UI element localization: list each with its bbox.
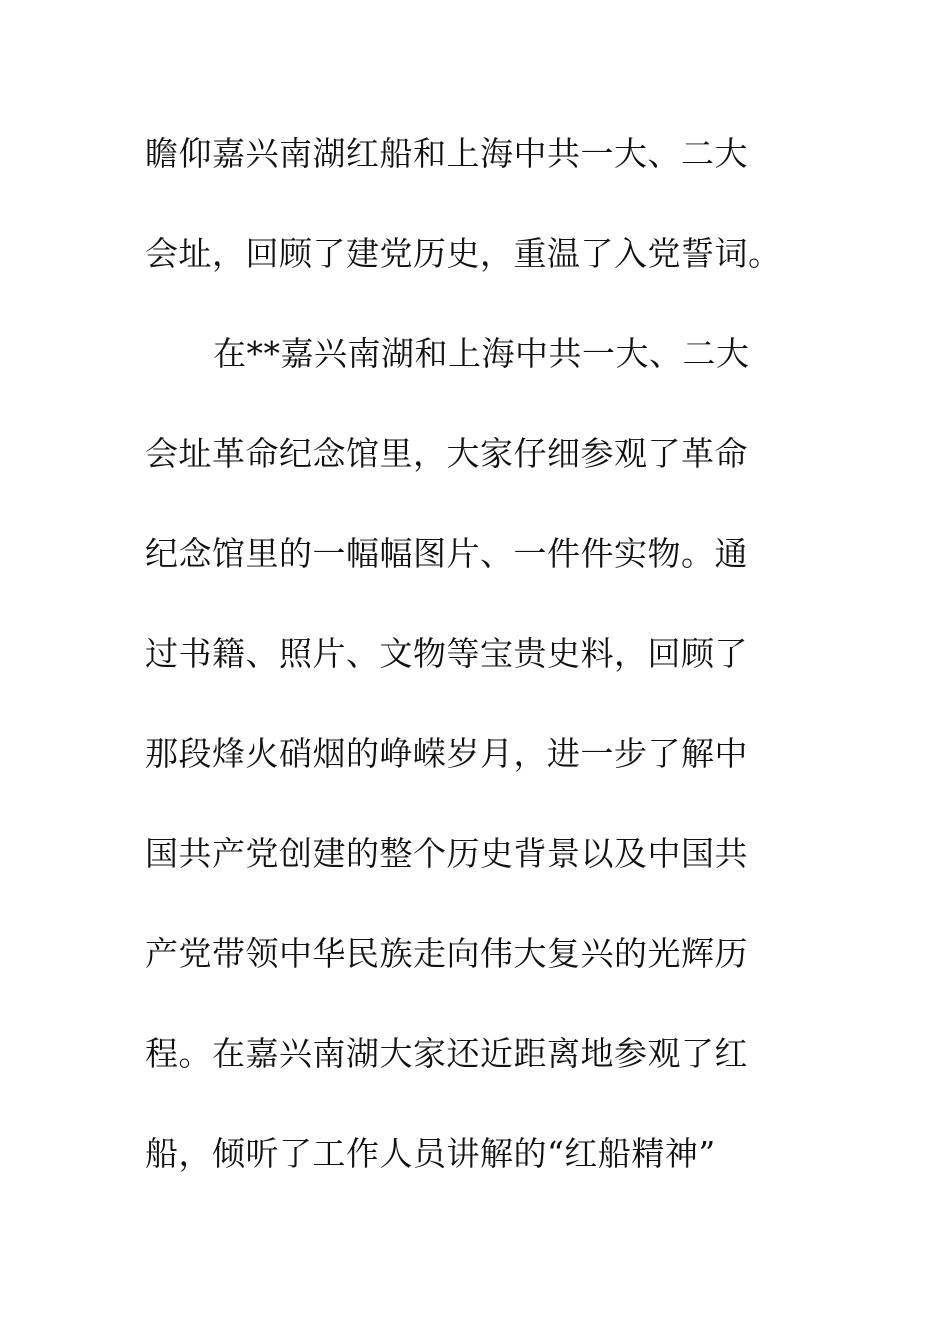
text-line: 纪念馆里的一幅幅图片、一件件实物。通 xyxy=(145,534,748,573)
paragraph-start-line: 在**嘉兴南湖和上海中共一大、二大 xyxy=(213,334,750,373)
text-line: 过书籍、照片、文物等宝贵史料，回顾了 xyxy=(145,634,748,673)
text-line: 那段烽火硝烟的峥嵘岁月，进一步了解中 xyxy=(145,734,748,773)
text-line: 会址革命纪念馆里，大家仔细参观了革命 xyxy=(145,434,748,473)
text-line: 国共产党创建的整个历史背景以及中国共 xyxy=(145,834,748,873)
text-line: 产党带领中华民族走向伟大复兴的光辉历 xyxy=(145,934,748,973)
text-line: 会址，回顾了建党历史，重温了入党誓词。 xyxy=(145,234,782,273)
body-text xyxy=(145,123,825,1223)
text-line: 船，倾听了工作人员讲解的“红船精神” xyxy=(145,1134,716,1173)
text-line: 程。在嘉兴南湖大家还近距离地参观了红 xyxy=(145,1034,748,1073)
text-line: 瞻仰嘉兴南湖红船和上海中共一大、二大 xyxy=(145,134,748,173)
